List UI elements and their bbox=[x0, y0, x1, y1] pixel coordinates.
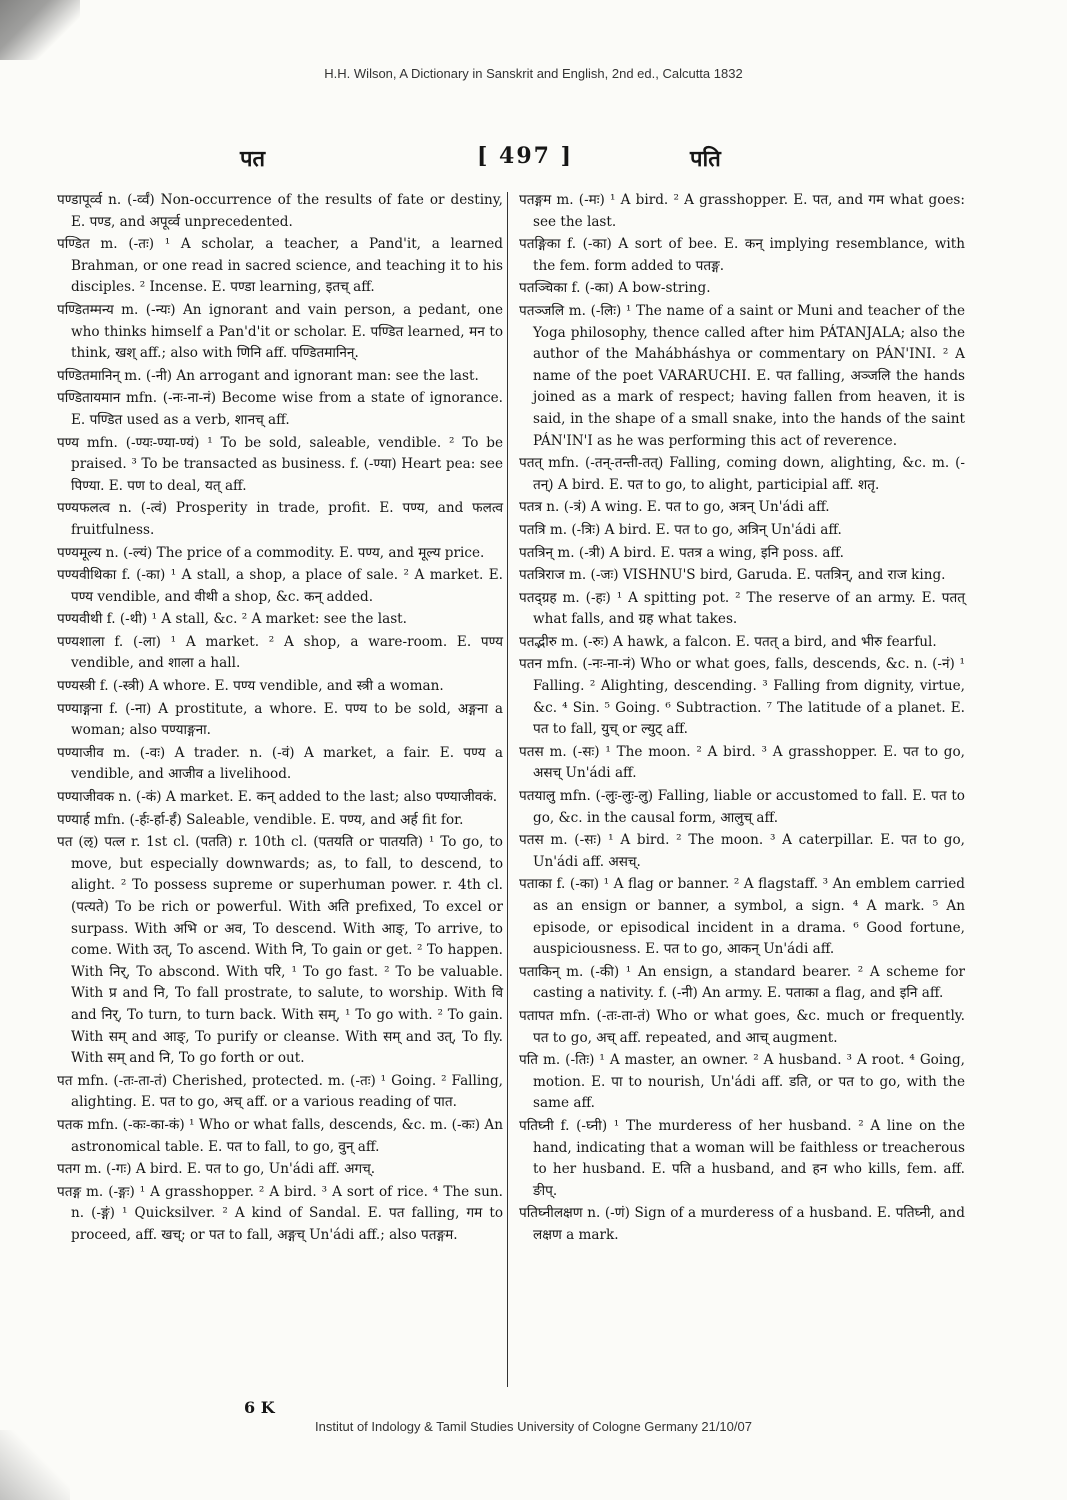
dictionary-entry: पतद्ग्रह m. (-हः) ¹ A spitting pot. ² The reserve of an army. E. पतत् what falls, and ग्रह what takes. bbox=[519, 589, 965, 628]
dictionary-entry: पतक mfn. (-कः-का-कं) ¹ Who or what falls, descends, &c. m. (-कः) An astronomical table. E. पत to fall, to go, वुन् aff. bbox=[57, 1116, 503, 1155]
dictionary-entry: पतत्र n. (-त्रं) A wing. E. पत to go, अत्रन् Un'ádi aff. bbox=[519, 499, 830, 516]
dictionary-entry: पण्याङ्गना f. (-ना) A prostitute, a whore. E. पण्य to be sold, अङ्गना a woman; also पण्याङ्गना. bbox=[57, 700, 503, 739]
dictionary-entry: पतत्रिराज m. (-जः) VISHNU'S bird, Garuda. E. पतत्रिन्, and राज king. bbox=[519, 567, 946, 584]
dictionary-entry: पतञ्चिका f. (-का) A bow-string. bbox=[519, 280, 711, 297]
dictionary-entry: पत (ऌ) पत्ल r. 1st cl. (पतति) r. 10th cl. (पतयति or पातयति) ¹ To go, to move, but especially downwards; as, to fall, to descend, to alight. ² To possess supreme or superhuman power. r. 4th cl. (पत्यते) To be rich or powerful. With अति prefixed, To excel or surpass. With अभि or अव, To descend. With आङ्, To arrive, to come. With उत्, To ascend. With नि, To gain or get. ² To happen. With निर्, To abscond. With परि, ¹ To go fast. ² To be valuable. With प्र and नि, To fall prostrate, to salute, to worship. With वि and निर्, To turn, to turn back. With सम्, ¹ To go with. ² To gain. With सम् and आङ्, To purify or cleanse. With सम् and उत्, To fly. With सम् and नि, To go forth or out. bbox=[57, 834, 503, 1067]
dictionary-entry: पण्डित m. (-तः) ¹ A scholar, a teacher, a Pand'it, a learned Brahman, or one read in sacred science, and teaching it to his disciples. ² Incense. E. पण्डा learning, इतच् aff. bbox=[57, 236, 503, 296]
dictionary-entry: पतङ्गम m. (-मः) ¹ A bird. ² A grasshopper. E. पत, and गम what goes: see the last. bbox=[519, 192, 965, 230]
dictionary-entry: पण्यफलत्व n. (-त्वं) Prosperity in trade, profit. E. पण्य, and फलत्व fruitfulness. bbox=[57, 500, 503, 538]
dictionary-entry: पण्याजीवक n. (-कं) A market. E. कन् added to the last; also पण्याजीवकं. bbox=[57, 789, 498, 806]
dictionary-entry: पतञ्जलि m. (-लिः) ¹ The name of a saint or Muni and teacher of the Yoga philosophy, thence called after him PÁTANJALA; also the author of the Mahábháshya or commentary on PÁN'INI. ² A name of the poet VARARUCHI. E. पत falling, अञ्जलि the hands joined as a mark of respect; having fallen from heaven, it is said, in the shape of a small snake, into the hands of the saint PÁN'IN'I as he was performing this act of reverence. bbox=[519, 302, 965, 449]
dictionary-entry: पत mfn. (-तः-ता-तं) Cherished, protected. m. (-तः) ¹ Going. ² Falling, alighting. E. पत to go, अच् aff. or a various reading of पात. bbox=[57, 1072, 503, 1111]
dictionary-entry: पण्याजीव m. (-वः) A trader. n. (-वं) A market, a fair. E. पण्य a vendible, and आजीव a livelihood. bbox=[57, 744, 503, 783]
dictionary-entry: पण्य mfn. (-ण्यः-ण्या-ण्यं) ¹ To be sold, saleable, vendible. ² To be praised. ³ To be transacted as business. f. (-ण्या) Heart pea: see पिण्या. E. पण to deal, यत् aff. bbox=[57, 434, 503, 494]
dictionary-entry: पतङ्गिका f. (-का) A sort of bee. E. कन् implying resemblance, with the fem. form added to पतङ्ग. bbox=[519, 236, 965, 274]
left-column bbox=[57, 190, 503, 1248]
dictionary-entry: पतिघ्नी f. (-घ्नी) ¹ The murderess of her husband. ² A line on the hand, indicating that a woman will be faithless or treacherous to her husband. E. पति a husband, and हन who kills, fem. aff. ङीप्. bbox=[519, 1117, 965, 1199]
scan-edge-shadow-bottom bbox=[0, 1430, 70, 1500]
dictionary-entry: पण्यस्त्री f. (-स्त्री) A whore. E. पण्य vendible, and स्त्री a woman. bbox=[57, 678, 444, 695]
dictionary-entry: पण्यमूल्य n. (-ल्यं) The price of a commodity. E. पण्य, and मूल्य price. bbox=[57, 544, 485, 561]
dictionary-entry: पण्यवीथिका f. (-का) ¹ A stall, a shop, a place of sale. ² A market. E. पण्य vendible, and वीथी a shop, &c. कन् added. bbox=[57, 567, 503, 605]
dictionary-entry: पण्डापूर्व्व n. (-र्व्वं) Non-occurrence of the results of fate or destiny, E. पण्ड, and अपूर्व्व unprecedented. bbox=[57, 192, 503, 230]
dictionary-entry: पतस m. (-सः) ¹ The moon. ² A bird. ³ A grasshopper. E. पत to go, असच् Un'ádi aff. bbox=[519, 743, 965, 782]
source-citation: H.H. Wilson, A Dictionary in Sanskrit and English, 2nd ed., Calcutta 1832 bbox=[324, 66, 743, 81]
dictionary-entry: पण्डितायमान mfn. (-नः-ना-नं) Become wise from a state of ignorance. E. पण्डित used as a verb, शानच् aff. bbox=[57, 390, 503, 428]
running-head-right: पति bbox=[690, 146, 721, 172]
dictionary-entry: पताकिन् m. (-की) ¹ An ensign, a standard bearer. ² A scheme for casting a nativity. f. (-नी) An army. E. पताका a flag, and इनि aff. bbox=[519, 963, 965, 1002]
dictionary-entry: पताका f. (-का) ¹ A flag or banner. ² A flagstaff. ³ An emblem carried as an ensign or banner, a symbol, a sign. ⁴ A mark. ⁵ An episode, or episodical incident in a drama. ⁶ Good fortune, auspiciousness. E. पत to go, आकन् Un'ádi aff. bbox=[519, 876, 965, 958]
scan-edge-shadow bbox=[0, 0, 80, 60]
dictionary-entry: पति m. (-तिः) ¹ A master, an owner. ² A husband. ³ A root. ⁴ Going, motion. E. पा to nourish, Un'ádi aff. डति, or पत to go, with the same aff. bbox=[519, 1052, 965, 1112]
dictionary-entry: पतङ्ग m. (-ङ्गः) ¹ A grasshopper. ² A bird. ³ A sort of rice. ⁴ The sun. n. (-ङ्गं) ¹ Quicksilver. ² A kind of Sandal. E. पत falling, गम to proceed, aff. खच्; or पत to fall, अङ्गच् Un'ádi aff.; also पतङ्गम. bbox=[57, 1183, 503, 1243]
footer-credit: Institut of Indology & Tamil Studies University of Cologne Germany 21/10/07 bbox=[315, 1419, 752, 1434]
dictionary-entry: पतत्रि m. (-त्रिः) A bird. E. पत to go, अत्रिन् Un'ádi aff. bbox=[519, 521, 842, 538]
column-divider bbox=[507, 192, 508, 1387]
dictionary-entry: पतस m. (-सः) ¹ A bird. ² The moon. ³ A caterpillar. E. पत to go, Un'ádi aff. असच्. bbox=[519, 832, 965, 870]
dictionary-entry: पतत्रिन् m. (-त्री) A bird. E. पतत्र a wing, इनि poss. aff. bbox=[519, 544, 844, 561]
dictionary-entry: पतन mfn. (-नः-ना-नं) Who or what goes, falls, descends, &c. n. (-नं) ¹ Falling. ² Alighting, descending. ³ Falling from dignity, virtue, &c. ⁴ Sin. ⁵ Going. ⁶ Subtraction. ⁷ The latitude of a planet. E. पत to fall, युच् or ल्युट् aff. bbox=[519, 656, 965, 738]
dictionary-entry: पण्यार्ह mfn. (-र्हः-र्हा-र्हं) Saleable, vendible. E. पण्य, and अर्ह fit for. bbox=[57, 811, 464, 828]
dictionary-entry: पण्यवीथी f. (-थी) ¹ A stall, &c. ² A market: see the last. bbox=[57, 611, 407, 628]
running-head-left: पत bbox=[240, 146, 266, 172]
dictionary-entry: पतत् mfn. (-तन्-तन्ती-तत्) Falling, coming down, alighting, &c. m. (-तन्) A bird. E. पत to go, to alight, participial aff. शतृ. bbox=[519, 455, 965, 493]
dictionary-entry: पण्यशाला f. (-ला) ¹ A market. ² A shop, a ware-room. E. पण्य vendible, and शाला a hall. bbox=[57, 633, 503, 672]
dictionary-entry: पतद्भीरु m. (-रुः) A hawk, a falcon. E. पतत् a bird, and भीरु fearful. bbox=[519, 633, 937, 650]
dictionary-entry: पतयालु mfn. (-लुः-लुः-लु) Falling, liable or accustomed to fall. E. पत to go, &c. in the causal form, आलुच् aff. bbox=[519, 788, 965, 826]
dictionary-entry: पतग m. (-गः) A bird. E. पत to go, Un'ádi aff. अगच्. bbox=[57, 1161, 376, 1178]
signature-mark: 6 K bbox=[244, 1398, 275, 1417]
page-number: [ 497 ] bbox=[476, 143, 574, 169]
dictionary-entry: पतिघ्नीलक्षण n. (-णं) Sign of a murderess of a husband. E. पतिघ्नी, and लक्षण a mark. bbox=[519, 1205, 965, 1243]
dictionary-entry: पण्डितम्मन्य m. (-न्यः) An ignorant and vain person, a pedant, one who thinks himself a Pan'd'it or scholar. E. पण्डित learned, मन to think, खश् aff.; also with णिनि aff. पण्डितमानिन्. bbox=[57, 301, 503, 362]
dictionary-entry: पण्डितमानिन् m. (-नी) An arrogant and ignorant man: see the last. bbox=[57, 367, 479, 384]
right-column bbox=[519, 190, 965, 1248]
dictionary-entry: पतापत mfn. (-तः-ता-तं) Who or what goes, &c. much or frequently. पत to go, अच् aff. repeated, and आच् augment. bbox=[519, 1007, 965, 1046]
